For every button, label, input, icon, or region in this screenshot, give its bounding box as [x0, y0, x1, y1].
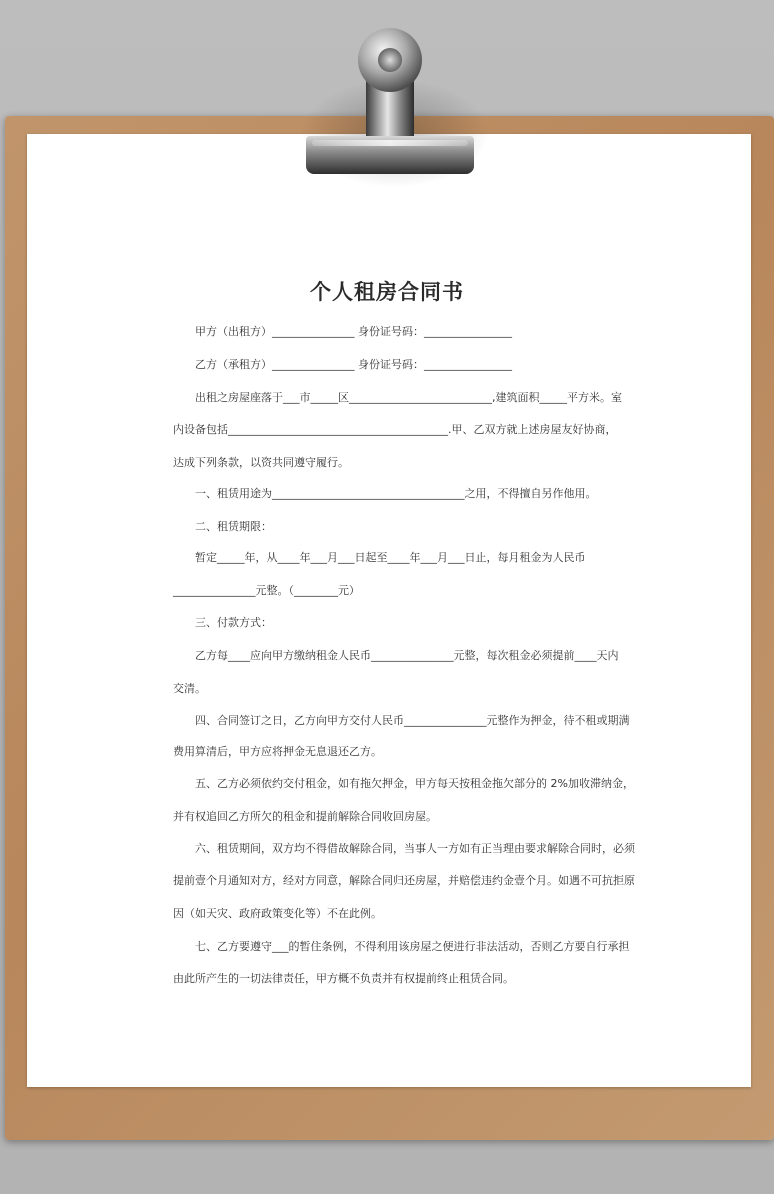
contract-line: 提前壹个月通知对方，经对方同意，解除合同归还房屋，并赔偿违约金壹个月。如遇不可抗拒原: [173, 874, 635, 887]
contract-line: 费用算清后，甲方应将押金无息退还乙方。: [173, 745, 382, 758]
contract-line: 交清。: [173, 682, 206, 695]
contract-line: 甲方（出租方）_______________ 身份证号码：________________: [173, 325, 512, 338]
contract-line: 出租之房屋座落于___市_____区__________________________,建筑面积_____平方米。室: [173, 391, 622, 404]
contract-line: 五、乙方必须依约交付租金，如有拖欠押金，甲方每天按租金拖欠部分的 2%加收滞纳金，: [173, 777, 634, 790]
contract-line: 七、乙方要遵守___的暂住条例，不得利用该房屋之便进行非法活动，否则乙方要自行承担: [173, 940, 630, 953]
clip-ring-icon: [358, 28, 422, 92]
clip-base: [306, 136, 474, 174]
contract-line: 因（如天灾、政府政策变化等）不在此例。: [173, 907, 382, 920]
contract-line: 四、合同签订之日，乙方向甲方交付人民币_______________元整作为押金，待不租或期满: [173, 714, 630, 727]
contract-title: 个人租房合同书: [310, 280, 464, 304]
contract-line: 二、租赁期限：: [173, 520, 272, 533]
contract-line: 内设备包括________________________________________.甲、乙双方就上述房屋友好协商，: [173, 423, 617, 436]
contract-line: 三、付款方式：: [173, 616, 272, 629]
contract-line: 并有权追回乙方所欠的租金和提前解除合同收回房屋。: [173, 810, 437, 823]
contract-line: 六、租赁期间，双方均不得借故解除合同，当事人一方如有正当理由要求解除合同时，必须: [173, 842, 635, 855]
contract-line: 一、租赁用途为___________________________________之用，不得擅自另作他用。: [173, 487, 597, 500]
contract-line: 由此所产生的一切法律责任，甲方概不负责并有权提前终止租赁合同。: [173, 972, 514, 985]
contract-line: _______________元整。（________元）: [173, 584, 360, 597]
contract-line: 达成下列条款，以资共同遵守履行。: [173, 456, 349, 469]
contract-line: 乙方（承租方）_______________ 身份证号码：________________: [173, 358, 512, 371]
contract-line: 乙方每____应向甲方缴纳租金人民币_______________元整，每次租金必须提前____天内: [173, 649, 619, 662]
contract-line: 暂定_____年，从____年___月___日起至____年___月___日止，每月租金为人民币: [173, 551, 586, 564]
